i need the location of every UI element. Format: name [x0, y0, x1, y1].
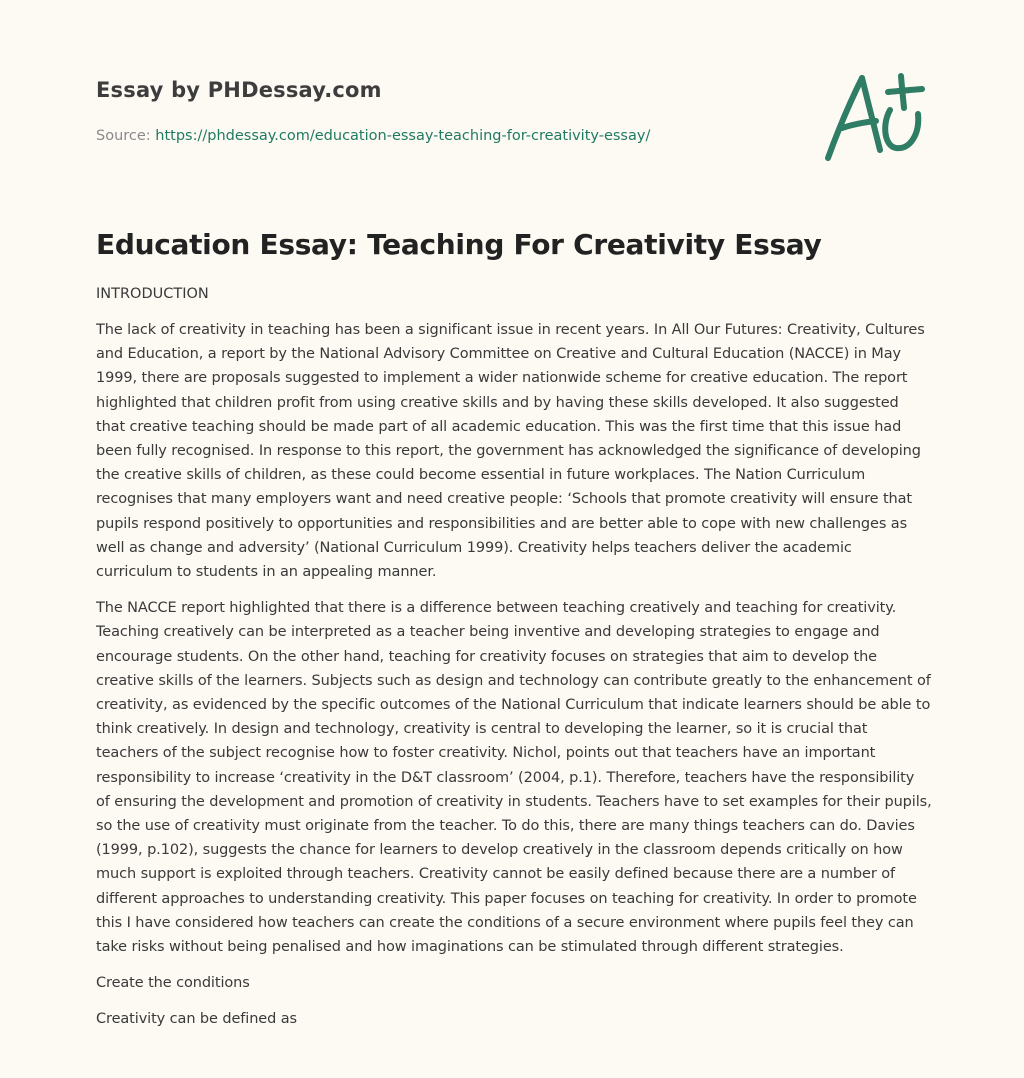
- source-link[interactable]: https://phdessay.com/education-essay-teaching-for-creativity-essay/: [155, 128, 651, 144]
- intro-heading: INTRODUCTION: [96, 286, 209, 302]
- source-label: Source:: [96, 128, 156, 144]
- source-line: [96, 126, 736, 146]
- page-header: [96, 76, 736, 146]
- site-title: Essay by PHDessay.com: [96, 78, 382, 102]
- a-plus-logo-icon: [818, 66, 930, 166]
- essay-article: [96, 226, 932, 1044]
- subheading-create-conditions: Create the conditions: [96, 975, 250, 992]
- paragraph-2: The NACCE report highlighted that there is a difference between teaching creatively and teaching for creativity. Teaching creatively can be interpreted as a teacher being inventive and developing strategies to engage and encourage students. On the other hand, teaching for creativity focuses on strategies that aim to develop the creative skills of the learners. Subjects such as design and technology can contribute greatly to the enhancement of creativity, as evidenced by the specific outcomes of the National Curriculum that indicate learners should be able to think creatively. In design and technology, creativity is central to developing the learner, so it is crucial that teachers of the subject recognise how to foster creativity. Nichol, points out that teachers have an important responsibility to increase ‘creativity in the D&T classroom’ (2004, p.1). Therefore, teachers have the responsibility of ensuring the development and promotion of creativity in students. Teachers have to set examples for their pupils, so the use of creativity must originate from the teacher. To do this, there are many things teachers can do. Davies (1999, p.102), suggests the chance for learners to develop creatively in the classroom depends critically on how much support is exploited through teachers. Creativity cannot be easily defined because there are a number of different approaches to understanding creativity. This paper focuses on teaching for creativity. In order to promote this I have considered how teachers can create the conditions of a secure environment where pupils feel they can take risks without being penalised and how imaginations can be stimulated through different strategies.: [96, 600, 932, 956]
- paragraph-3: Creativity can be defined as: [96, 1011, 297, 1028]
- paragraph-1: The lack of creativity in teaching has been a significant issue in recent years. In All Our Futures: Creativity, Cultures and Education, a report by the National Advisory Committee on Creative and Cultural Education (NACCE) in May 1999, there are proposals suggested to implement a wider nationwide scheme for creative education. The report highlighted that children profit from using creative skills and by having these skills developed. It also suggested that creative teaching should be made part of all academic education. This was the first time that this issue had been fully recognised. In response to this report, the government has acknowledged the significance of developing the creative skills of children, as these could become essential in future workplaces. The Nation Curriculum recognises that many employers want and need creative people: ‘Schools that promote creativity will ensure that pupils respond positively to opportunities and responsibilities and are better able to cope with new challenges as well as change and adversity’ (National Curriculum 1999). Creativity helps teachers deliver the academic curriculum to students in an appealing manner.: [96, 322, 925, 581]
- essay-title: Education Essay: Teaching For Creativity Essay: [96, 228, 822, 261]
